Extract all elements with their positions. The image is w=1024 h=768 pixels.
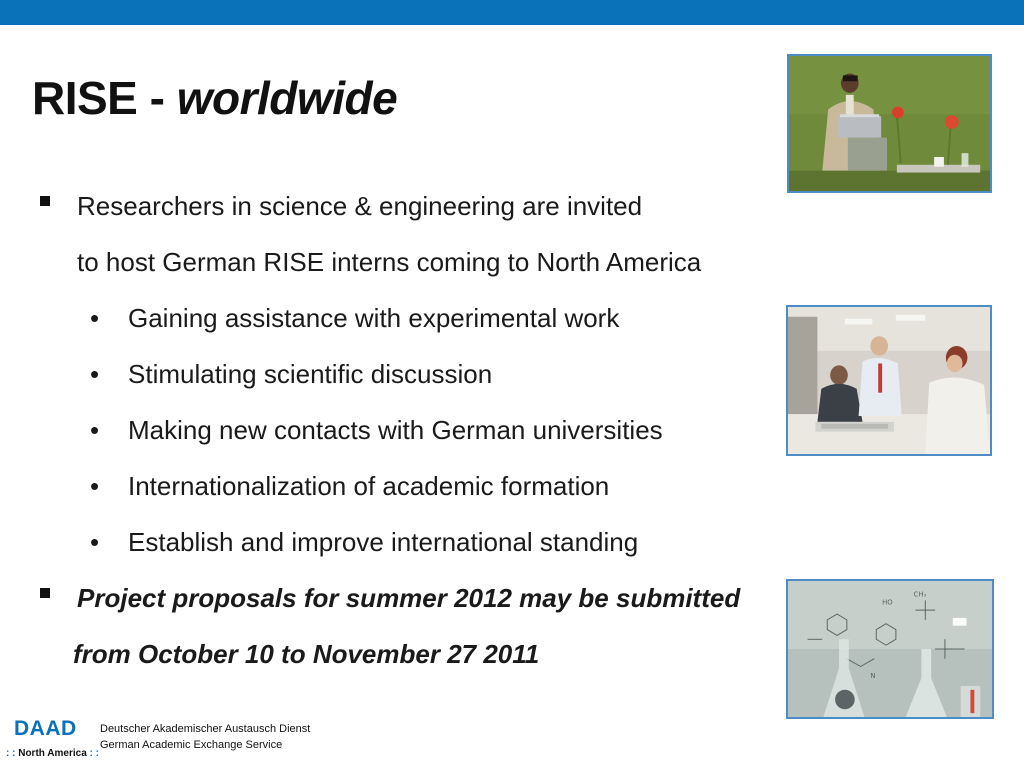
- sub-bullet-item: [40, 346, 780, 402]
- laboratory-image: [788, 581, 992, 717]
- logo-sub-prefix: : :: [6, 748, 19, 759]
- daad-logo: DAAD: [14, 717, 77, 740]
- dot-bullet-icon: •: [90, 359, 100, 389]
- logo-region-tag: [6, 748, 99, 759]
- sub-bullet-item: [40, 290, 780, 346]
- presenter-photo: [787, 54, 992, 193]
- laboratory-photo: [786, 579, 994, 719]
- bullet-text: to host German RISE interns coming to North America: [77, 247, 702, 277]
- top-accent-bar: [0, 0, 1024, 25]
- bullet-text: Researchers in science & engineering are invited: [77, 191, 643, 221]
- sub-bullet-item: [40, 514, 780, 570]
- bullet-text-emphasis: from October 10 to November 27 2011: [73, 639, 540, 669]
- square-bullet-icon: [40, 588, 50, 598]
- bullet-item: [40, 178, 780, 234]
- dot-bullet-icon: •: [90, 303, 100, 333]
- title-italic: worldwide: [176, 72, 398, 124]
- sub-bullet-text: Gaining assistance with experimental work: [128, 303, 620, 333]
- title-main: RISE -: [32, 72, 177, 124]
- logo-sub-region: North America: [18, 748, 87, 759]
- presenter-image: [789, 56, 990, 191]
- sub-bullet-text: Establish and improve international standing: [128, 527, 639, 557]
- sub-bullet-text: Internationalization of academic formation: [128, 471, 610, 501]
- dot-bullet-icon: •: [90, 527, 100, 557]
- dot-bullet-icon: •: [90, 415, 100, 445]
- bullet-item: [40, 570, 780, 626]
- sub-bullet-item: [40, 458, 780, 514]
- svg-text:HO: HO: [882, 598, 893, 607]
- svg-text:CH₃: CH₃: [913, 590, 927, 599]
- meeting-image: [788, 307, 990, 454]
- square-bullet-icon: [40, 196, 50, 206]
- slide-title: [32, 70, 397, 126]
- sub-bullet-item: [40, 402, 780, 458]
- org-name-german: Deutscher Akademischer Austausch Dienst: [100, 723, 311, 735]
- slide-content: [40, 178, 780, 682]
- bullet-continuation: [40, 626, 780, 682]
- dot-bullet-icon: •: [90, 471, 100, 501]
- sub-bullet-text: Stimulating scientific discussion: [128, 359, 493, 389]
- sub-bullet-text: Making new contacts with German universities: [128, 415, 663, 445]
- svg-text:N: N: [870, 672, 876, 681]
- bullet-continuation: [40, 234, 780, 290]
- meeting-photo: [786, 305, 992, 456]
- org-name-english: German Academic Exchange Service: [100, 739, 283, 751]
- logo-sub-suffix: : :: [86, 748, 99, 759]
- bullet-text-emphasis: Project proposals for summer 2012 may be submitted: [77, 583, 741, 613]
